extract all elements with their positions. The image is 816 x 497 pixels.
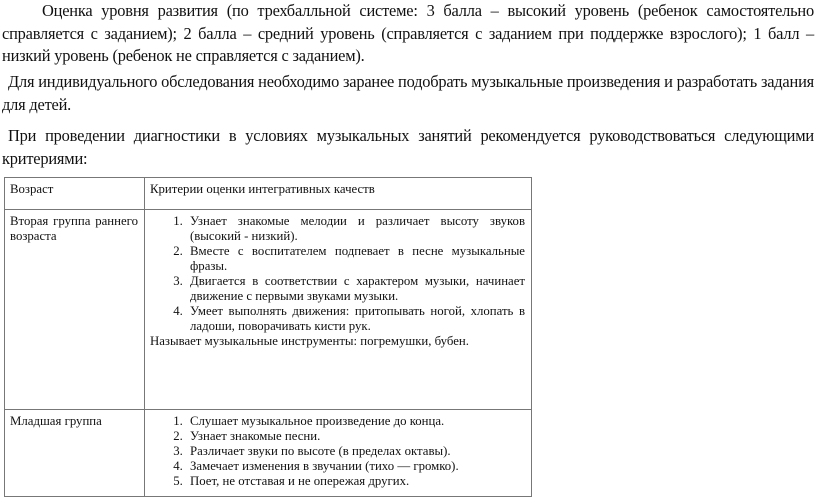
table-header-row	[5, 178, 532, 210]
list-item: 4. Умеет выполнять движения: притопывать ногой, хлопать в ладоши, поворачивать кисти рук.	[186, 304, 525, 334]
criteria-list	[150, 214, 525, 334]
criteria-extra: Называет музыкальные инструменты: погремушки, бубен.	[150, 334, 469, 348]
age-label: Вторая группа раннего возраста	[10, 214, 138, 243]
list-item: 2. Вместе с воспитателем подпевает в песне музыкальные фразы.	[186, 244, 525, 274]
age-cell	[5, 410, 145, 497]
list-item: 1. Слушает музыкальное произведение до конца.	[186, 414, 525, 429]
criteria-list	[150, 414, 525, 489]
criteria-cell	[145, 410, 532, 497]
list-item: 3. Двигается в соответствии с характером музыки, начинает движение с первыми звуками музыки.	[186, 274, 525, 304]
list-item: 3. Различает звуки по высоте (в пределах октавы).	[186, 444, 525, 459]
paragraph-scoring: Оценка уровня развития (по трехбалльной системе: 3 балла – высокий уровень (ребенок самостоятельно справляется с заданием); 2 балла – средний уровень (справляется с заданием при поддержке взрослого); 1 балл – низкий уровень (ребенок не справляется с заданием).	[2, 1, 814, 65]
age-cell	[5, 210, 145, 410]
age-label: Младшая группа	[10, 414, 102, 428]
criteria-cell	[145, 210, 532, 410]
list-item: 5. Поет, не отставая и не опережая других.	[186, 474, 525, 489]
criteria-table	[4, 177, 532, 497]
paragraph-preparation: Для индивидуального обследования необходимо заранее подобрать музыкальные произведения и разработать задания для детей.	[2, 72, 814, 114]
header-age: Возраст	[5, 178, 145, 210]
list-item: 1. Узнает знакомые мелодии и различает высоту звуков (высокий - низкий).	[186, 214, 525, 244]
header-criteria: Критерии оценки интегративных качеств	[145, 178, 532, 210]
list-item: 4. Замечает изменения в звучании (тихо — громко).	[186, 459, 525, 474]
list-item: 2. Узнает знакомые песни.	[186, 429, 525, 444]
paragraph-criteria-intro: При проведении диагностики в условиях музыкальных занятий рекомендуется руководствоваться следующими критериями:	[2, 126, 814, 168]
table-row	[5, 210, 532, 410]
table-row	[5, 410, 532, 497]
